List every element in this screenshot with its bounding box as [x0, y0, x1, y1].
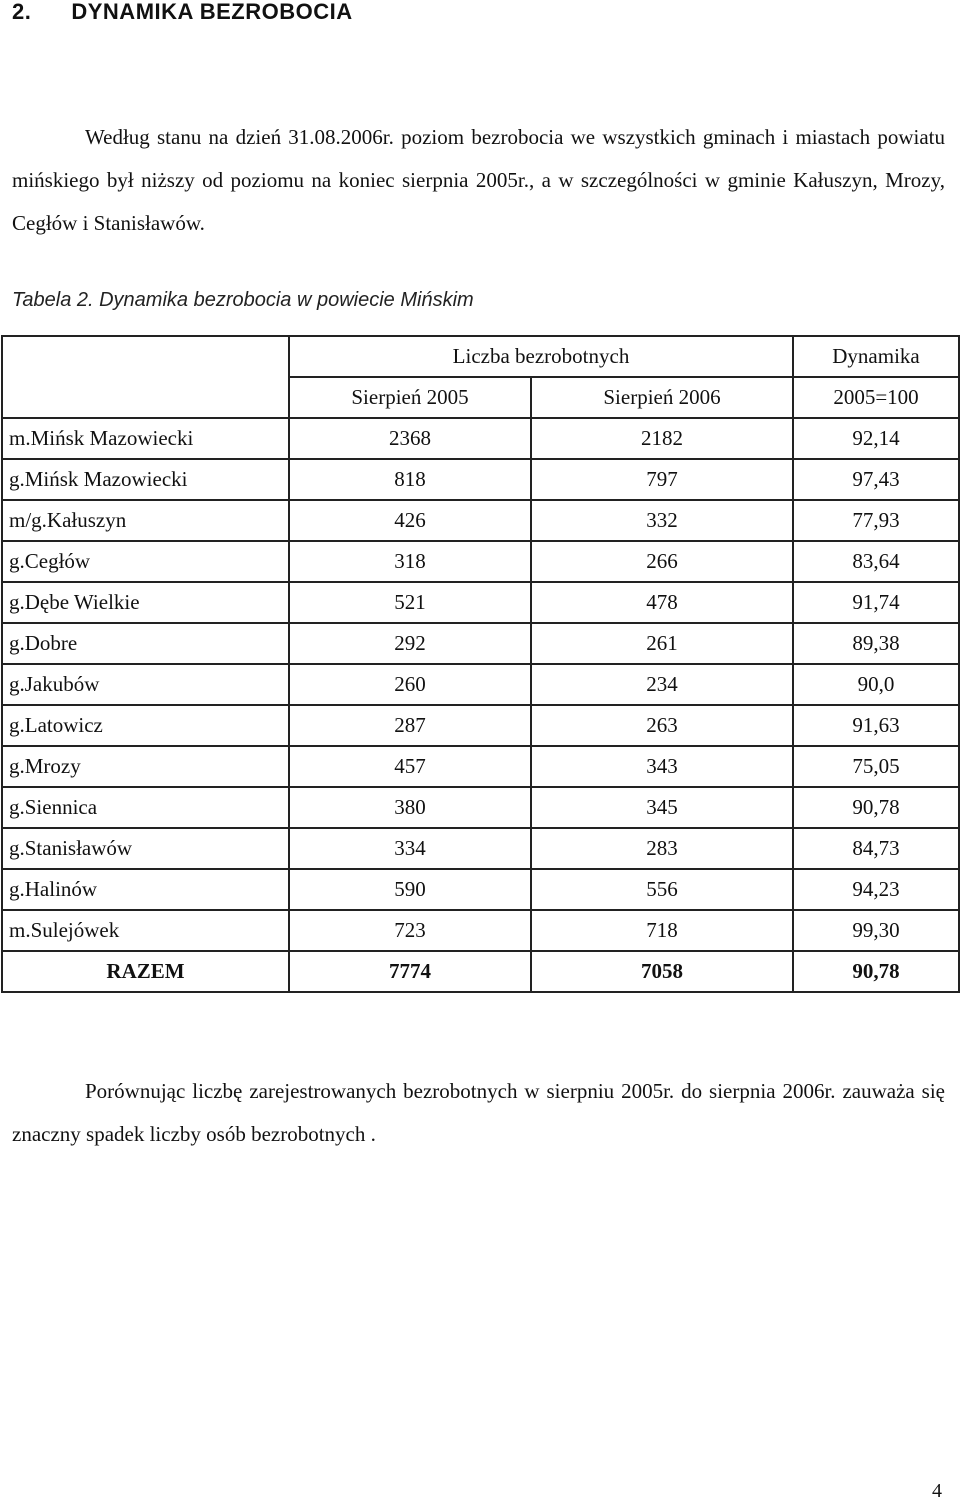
- header-august-2006: Sierpień 2006: [531, 377, 793, 418]
- value-2005: 457: [289, 746, 531, 787]
- table-row: [2, 664, 959, 705]
- municipality-name: g.Cegłów: [2, 541, 289, 582]
- table-row: [2, 623, 959, 664]
- unemployment-dynamics-table: [1, 335, 960, 993]
- dynamics-value: 99,30: [793, 910, 959, 951]
- intro-paragraph: [12, 116, 945, 245]
- municipality-name: g.Halinów: [2, 869, 289, 910]
- header-unemployed-count: Liczba bezrobotnych: [289, 336, 793, 377]
- dynamics-value: 92,14: [793, 418, 959, 459]
- value-2005: 521: [289, 582, 531, 623]
- header-dynamics: Dynamika: [793, 336, 959, 377]
- page-number: 4: [932, 1480, 942, 1502]
- value-2005: 334: [289, 828, 531, 869]
- dynamics-value: 77,93: [793, 500, 959, 541]
- municipality-name: m.Mińsk Mazowiecki: [2, 418, 289, 459]
- total-label: RAZEM: [2, 951, 289, 992]
- value-2006: 718: [531, 910, 793, 951]
- table-row: [2, 910, 959, 951]
- section-title: DYNAMIKA BEZROBOCIA: [71, 0, 353, 24]
- value-2006: 2182: [531, 418, 793, 459]
- value-2005: 590: [289, 869, 531, 910]
- dynamics-value: 91,74: [793, 582, 959, 623]
- municipality-name: g.Stanisławów: [2, 828, 289, 869]
- municipality-name: g.Dębe Wielkie: [2, 582, 289, 623]
- municipality-name: g.Mińsk Mazowiecki: [2, 459, 289, 500]
- closing-paragraph: [12, 1070, 945, 1156]
- municipality-name: m/g.Kałuszyn: [2, 500, 289, 541]
- table-caption: Tabela 2. Dynamika bezrobocia w powiecie Mińskim: [12, 289, 474, 311]
- header-blank-cell: [2, 336, 289, 418]
- value-2006: 556: [531, 869, 793, 910]
- intro-paragraph-text: Według stanu na dzień 31.08.2006r. poziom bezrobocia we wszystkich gminach i miastach powiatu mińskiego był niższy od poziomu na koniec sierpnia 2005r., a w szczególności w gminie Kałuszyn, Mrozy, Cegłów i Stanisławów.: [12, 125, 945, 235]
- value-2006: 234: [531, 664, 793, 705]
- header-august-2005: Sierpień 2005: [289, 377, 531, 418]
- dynamics-value: 90,0: [793, 664, 959, 705]
- dynamics-value: 91,63: [793, 705, 959, 746]
- municipality-name: m.Sulejówek: [2, 910, 289, 951]
- value-2006: 345: [531, 787, 793, 828]
- dynamics-value: 75,05: [793, 746, 959, 787]
- table-header-row-1: [2, 336, 959, 377]
- dynamics-value: 90,78: [793, 787, 959, 828]
- value-2006: 266: [531, 541, 793, 582]
- table-total-row: [2, 951, 959, 992]
- closing-paragraph-text: Porównując liczbę zarejestrowanych bezrobotnych w sierpniu 2005r. do sierpnia 2006r. zauważa się znaczny spadek liczby osób bezrobotnych .: [12, 1079, 945, 1146]
- dynamics-value: 84,73: [793, 828, 959, 869]
- table-row: [2, 746, 959, 787]
- table-row: [2, 869, 959, 910]
- dynamics-value: 94,23: [793, 869, 959, 910]
- value-2005: 287: [289, 705, 531, 746]
- municipality-name: g.Dobre: [2, 623, 289, 664]
- dynamics-value: 97,43: [793, 459, 959, 500]
- table-row: [2, 705, 959, 746]
- total-2005: 7774: [289, 951, 531, 992]
- municipality-name: g.Jakubów: [2, 664, 289, 705]
- value-2005: 426: [289, 500, 531, 541]
- value-2006: 343: [531, 746, 793, 787]
- table-row: [2, 500, 959, 541]
- value-2006: 283: [531, 828, 793, 869]
- total-2006: 7058: [531, 951, 793, 992]
- municipality-name: g.Latowicz: [2, 705, 289, 746]
- municipality-name: g.Mrozy: [2, 746, 289, 787]
- section-number: 2.: [12, 0, 32, 24]
- table-row: [2, 787, 959, 828]
- value-2005: 380: [289, 787, 531, 828]
- value-2006: 261: [531, 623, 793, 664]
- value-2005: 292: [289, 623, 531, 664]
- header-base-year: 2005=100: [793, 377, 959, 418]
- value-2006: 797: [531, 459, 793, 500]
- table-row: [2, 582, 959, 623]
- value-2005: 260: [289, 664, 531, 705]
- value-2005: 318: [289, 541, 531, 582]
- value-2005: 723: [289, 910, 531, 951]
- value-2005: 818: [289, 459, 531, 500]
- value-2006: 332: [531, 500, 793, 541]
- table-row: [2, 828, 959, 869]
- table-row: [2, 459, 959, 500]
- dynamics-value: 83,64: [793, 541, 959, 582]
- section-heading: [12, 0, 353, 25]
- value-2005: 2368: [289, 418, 531, 459]
- value-2006: 478: [531, 582, 793, 623]
- total-dynamics: 90,78: [793, 951, 959, 992]
- table-row: [2, 418, 959, 459]
- value-2006: 263: [531, 705, 793, 746]
- dynamics-value: 89,38: [793, 623, 959, 664]
- municipality-name: g.Siennica: [2, 787, 289, 828]
- table-row: [2, 541, 959, 582]
